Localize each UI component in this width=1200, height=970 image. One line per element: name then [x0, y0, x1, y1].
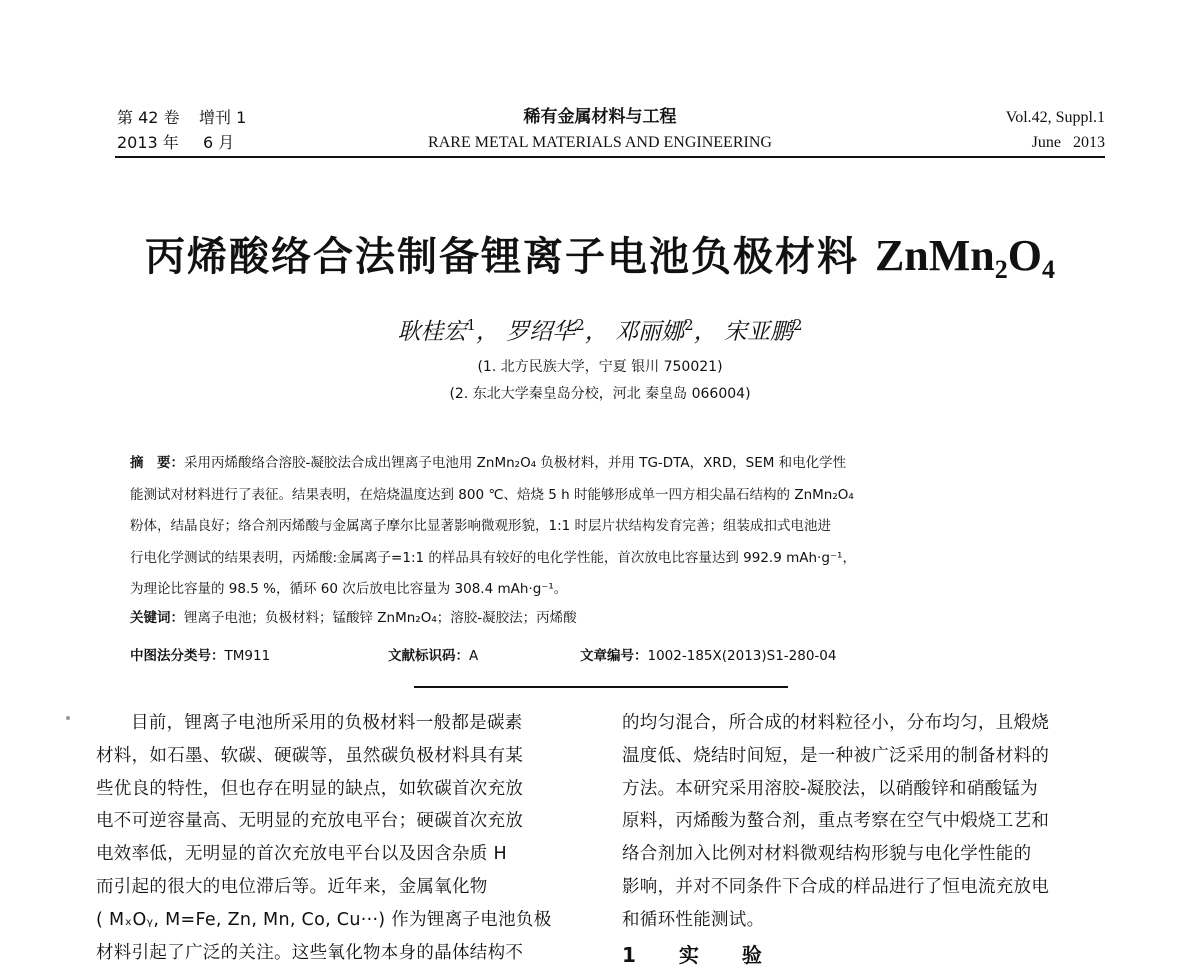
body-line: 材料引起了广泛的关注。这些氧化物本身的晶体结构不	[96, 942, 524, 963]
section-number: 1	[622, 943, 654, 967]
supplement-cn: 增刊 1	[199, 108, 247, 127]
body-line: 电不可逆容量高、无明显的充放电平台；硬碳首次充放	[96, 811, 524, 832]
document-code: 文献标识码：A	[388, 648, 479, 664]
title-formula: $ZnMn_2O_4$	[874, 231, 1055, 284]
body-column-right	[622, 707, 1108, 937]
volume-en: Vol.42, Suppl.1	[1005, 109, 1105, 126]
abstract-line: 采用丙烯酸络合溶胶-凝胶法合成出锂离子电池用 ZnMn₂O₄ 负极材料，并用 TG-DTA，XRD，SEM 和电化学性	[184, 455, 847, 471]
body-line: 原料，丙烯酸为螯合剂，重点考察在空气中煅烧工艺和	[622, 811, 1050, 832]
year-cn: 2013 年	[117, 133, 179, 152]
author: 邓丽娜$^2$	[615, 316, 694, 345]
body-column-left	[96, 707, 580, 969]
journal-title-cn: 稀有金属材料与工程	[523, 107, 677, 127]
abstract-separator	[414, 686, 788, 688]
date-en: June 2013	[1031, 134, 1105, 151]
body-line: 的均匀混合，所合成的材料粒径小，分布均匀，且煅烧	[622, 713, 1050, 733]
keywords-label: 关键词：	[130, 610, 184, 626]
body-line: 温度低、烧结时间短，是一种被广泛采用的制备材料的	[622, 745, 1050, 766]
title-text: 丙烯酸络合法制备锂离子电池负极材料	[145, 234, 859, 280]
clc-number: 中图法分类号：TM911	[130, 648, 271, 664]
abstract-label: 摘 要：	[130, 455, 184, 471]
body-line: ( MₓOᵧ, M=Fe, Zn, Mn, Co, Cu···) 作为锂离子电池负极	[96, 909, 552, 930]
paper-title	[0, 228, 1200, 298]
affiliation-2: (2. 东北大学秦皇岛分校，河北 秦皇岛 066004)	[449, 386, 751, 402]
abstract-line: 能测试对材料进行了表征。结果表明，在焙烧温度达到 800 ℃、焙烧 5 h 时能够形成单一四方相尖晶石结构的 ZnMn₂O₄	[130, 486, 854, 503]
body-line: 而引起的很大的电位滞后等。近年来，金属氧化物	[96, 876, 488, 897]
margin-dot	[66, 716, 70, 720]
keywords-text: 锂离子电池；负极材料；锰酸锌 ZnMn₂O₄；溶胶-凝胶法；丙烯酸	[184, 610, 577, 626]
affiliation-1: (1. 北方民族大学，宁夏 银川 750021)	[477, 359, 723, 375]
article-number: 文章编号：1002-185X(2013)S1-280-04	[580, 648, 837, 664]
body-line: 目前，锂离子电池所采用的负极材料一般都是碳素	[131, 713, 523, 733]
body-line: 电效率低，无明显的首次充放电平台以及因含杂质 H	[96, 844, 507, 865]
author: 耿桂宏$^1$	[397, 316, 476, 345]
abstract-line: 行电化学测试的结果表明，丙烯酸:金属离子=1:1 的样品具有较好的电化学性能，首次放电比容量达到 992.9 mAh·g⁻¹，	[130, 549, 856, 566]
body-line: 络合剂加入比例对材料微观结构形貌与电化学性能的	[622, 844, 1032, 865]
author: 宋亚鹏$^2$	[724, 316, 803, 345]
author-list: 耿桂宏$^1$， 罗绍华$^2$， 邓丽娜$^2$， 宋亚鹏$^2$	[397, 316, 803, 345]
volume-cn: 第 42 卷	[117, 108, 180, 127]
body-line: 影响，并对不同条件下合成的样品进行了恒电流充放电	[622, 876, 1050, 897]
month-cn: 6 月	[203, 133, 235, 152]
body-line: 些优良的特性，但也存在明显的缺点，如软碳首次充放	[96, 778, 524, 799]
author: 罗绍华$^2$	[506, 316, 585, 345]
journal-title-en: RARE METAL MATERIALS AND ENGINEERING	[428, 134, 772, 151]
body-line: 方法。本研究采用溶胶-凝胶法，以硝酸锌和硝酸锰为	[622, 778, 1039, 799]
section-title: 实 验	[678, 943, 780, 967]
body-line: 和循环性能测试。	[622, 909, 765, 930]
abstract-line: 为理论比容量的 98.5 %，循环 60 次后放电比容量为 308.4 mAh·g⁻¹。	[130, 581, 568, 598]
abstract-line: 粉体，结晶良好；络合剂丙烯酸与金属离子摩尔比显著影响微观形貌，1:1 时层片状结构发育完善；组装成扣式电池进	[130, 518, 832, 535]
abstract	[130, 448, 1075, 606]
section-heading	[622, 940, 780, 970]
body-line: 材料，如石墨、软碳、硬碳等，虽然碳负极材料具有某	[96, 745, 524, 766]
header-rule	[115, 156, 1105, 158]
keywords	[130, 606, 577, 630]
